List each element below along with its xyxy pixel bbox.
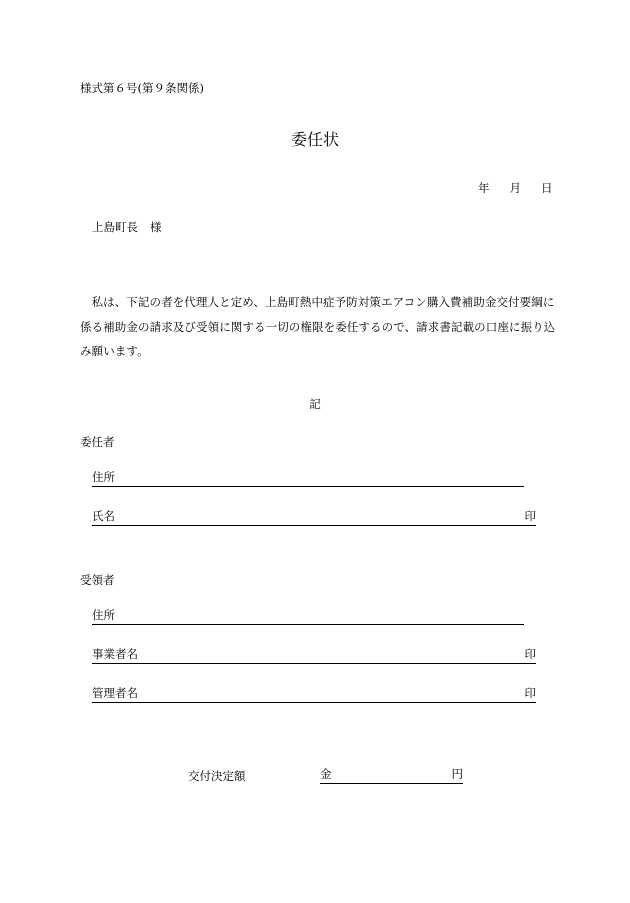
date-line [478, 180, 553, 196]
ki-heading: 記 [309, 397, 321, 411]
amount-label: 交付決定額 [188, 769, 246, 783]
amount-suffix: 円 [451, 767, 463, 781]
date-month: 月 [509, 181, 521, 195]
delegator-name-label: 氏名 [92, 509, 115, 523]
date-year: 年 [478, 181, 490, 195]
delegator-address-field[interactable] [92, 470, 524, 487]
delegator-name-field[interactable] [92, 509, 536, 526]
recipient-label: 受領者 [80, 573, 115, 587]
recipient-business-label: 事業者名 [92, 647, 138, 661]
date-day: 日 [541, 181, 553, 195]
recipient-manager-field[interactable] [92, 686, 536, 703]
recipient-manager-seal: 印 [524, 686, 536, 700]
recipient-business-field[interactable] [92, 647, 536, 664]
document-title: 委任状 [290, 130, 339, 149]
delegator-seal: 印 [524, 509, 536, 523]
form-number: 様式第６号(第９条関係) [80, 81, 204, 95]
addressee-honorific: 様 [150, 220, 162, 234]
addressee-name: 上島町長 [92, 220, 138, 234]
recipient-address-field[interactable] [92, 608, 524, 625]
amount-prefix: 金 [320, 767, 332, 781]
recipient-business-seal: 印 [524, 647, 536, 661]
delegator-address-label: 住所 [92, 470, 115, 484]
addressee [92, 219, 162, 235]
amount-field[interactable] [320, 768, 463, 784]
recipient-manager-label: 管理者名 [92, 686, 138, 700]
delegator-label: 委任者 [80, 435, 115, 449]
recipient-address-label: 住所 [92, 608, 115, 622]
body-paragraph: 私は、下記の者を代理人と定め、上島町熱中症予防対策エアコン購入費補助金交付要綱に係る補助金の請求及び受領に関する一切の権限を委任するので、請求書記載の口座に振り込み願います。 [80, 295, 556, 358]
